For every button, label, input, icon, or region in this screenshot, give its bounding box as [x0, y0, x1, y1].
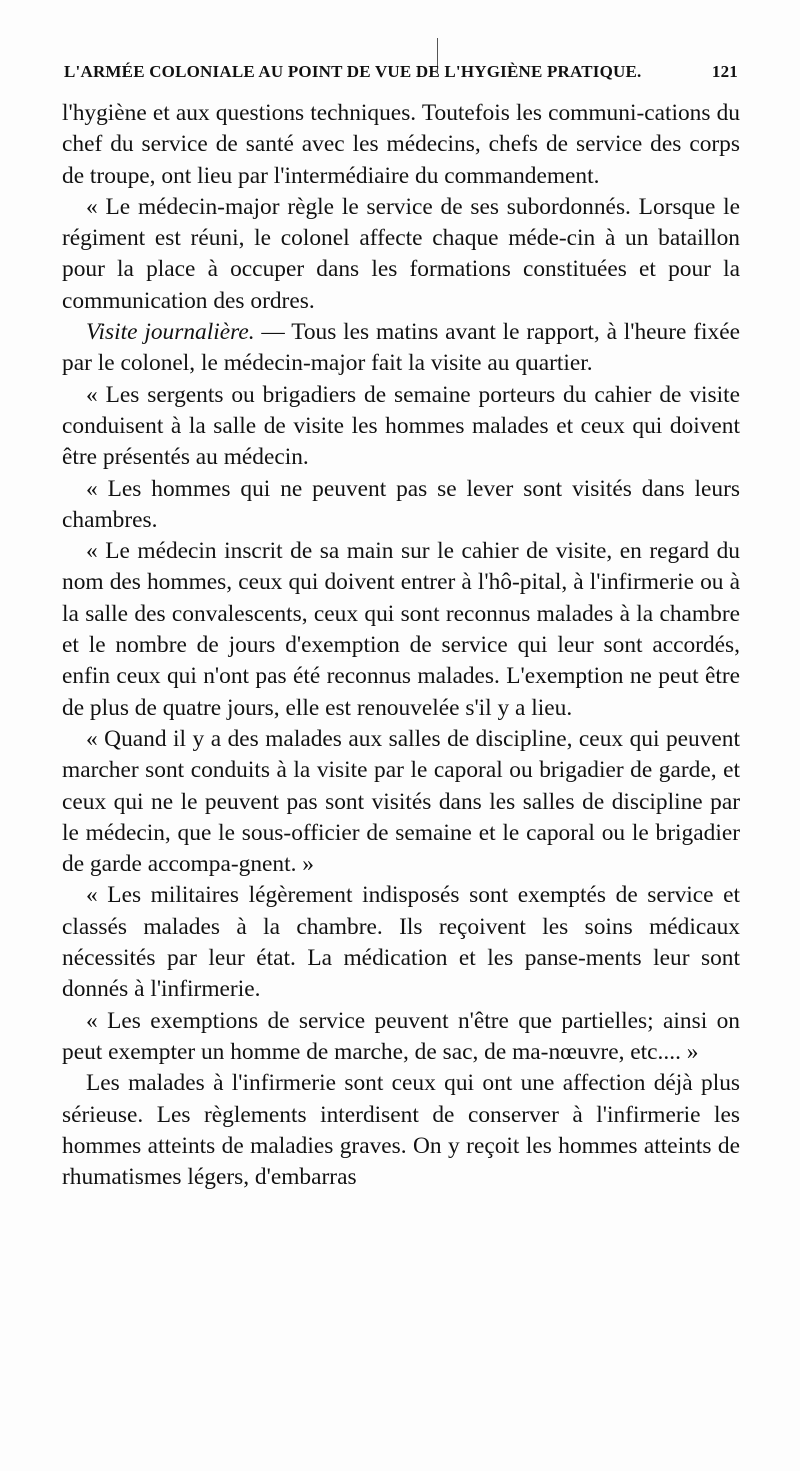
page-number: 121	[711, 62, 738, 81]
paragraph	[62, 98, 740, 192]
paragraph-text: « Quand il y a des malades aux salles de discipline, ceux qui peuvent marcher sont conduits à la visite par le caporal ou brigadier de garde, et ceux qui ne le peuvent pas sont visités dans les salles de discipline par le médecin, que le sous-officier de semaine et le caporal ou le brigadier de garde accompa-gnent. »	[62, 725, 740, 878]
paragraph	[62, 536, 740, 724]
paragraph	[62, 880, 740, 1005]
paragraph	[62, 380, 740, 474]
body-text	[62, 98, 740, 1193]
paragraph	[62, 317, 740, 380]
paragraph-text: « Les sergents ou brigadiers de semaine porteurs du cahier de visite conduisent à la salle de visite les hommes malades et ceux qui doivent être présentés au médecin.	[62, 381, 740, 471]
section-lead: Visite journalière.	[86, 319, 255, 346]
page-header	[64, 62, 738, 82]
paragraph-text: « Les militaires légèrement indisposés sont exemptés de service et classés malades à la chambre. Ils reçoivent les soins médicaux nécessités par leur état. La médication et les panse-ments leur sont donnés à l'infirmerie.	[62, 882, 740, 1003]
paragraph	[62, 192, 740, 317]
paragraph-text: « Les hommes qui ne peuvent pas se lever sont visités dans leurs chambres.	[62, 475, 740, 533]
running-title: L'ARMÉE COLONIALE AU POINT DE VUE DE L'HYGIÈNE PRATIQUE.	[64, 62, 642, 81]
paragraph-text: « Le médecin inscrit de sa main sur le cahier de visite, en regard du nom des hommes, ceux qui doivent entrer à l'hô-pital, à l'infirmerie ou à la salle des convalescents, ceux qui sont reconnus malades à la chambre et le nombre de jours d'exemption de service qui leur sont accordés, enfin ceux qui n'ont pas été reconnus malades. L'exemption ne peut être de plus de quatre jours, elle est renouvelée s'il y a lieu.	[62, 538, 740, 721]
paragraph-text: Les malades à l'infirmerie sont ceux qui ont une affection déjà plus sérieuse. Les règlements interdisent de conserver à l'infirmerie les hommes atteints de maladies graves. On y reçoit les hommes atteints de rhumatismes légers, d'embarras	[62, 1070, 740, 1191]
paragraph	[62, 1006, 740, 1069]
paragraph	[62, 474, 740, 537]
paragraph-text: — Tous les matins avant le rapport, à l'heure fixée par le colonel, le médecin-major fait la visite au quartier.	[62, 319, 740, 377]
paragraph-text: « Les exemptions de service peuvent n'être que partielles; ainsi on peut exempter un homme de marche, de sac, de ma-nœuvre, etc.... »	[62, 1007, 740, 1065]
paragraph	[62, 1068, 740, 1193]
paragraph-text: l'hygiène et aux questions techniques. Toutefois les communi-cations du chef du service de santé avec les médecins, chefs de service des corps de troupe, ont lieu par l'intermédiaire du commandement.	[62, 100, 740, 189]
paragraph-text: « Le médecin-major règle le service de ses subordonnés. Lorsque le régiment est réuni, le colonel affecte chaque méde-cin à un bataillon pour la place à occuper dans les formations constituées et pour la communication des ordres.	[62, 193, 740, 314]
paragraph	[62, 724, 740, 880]
